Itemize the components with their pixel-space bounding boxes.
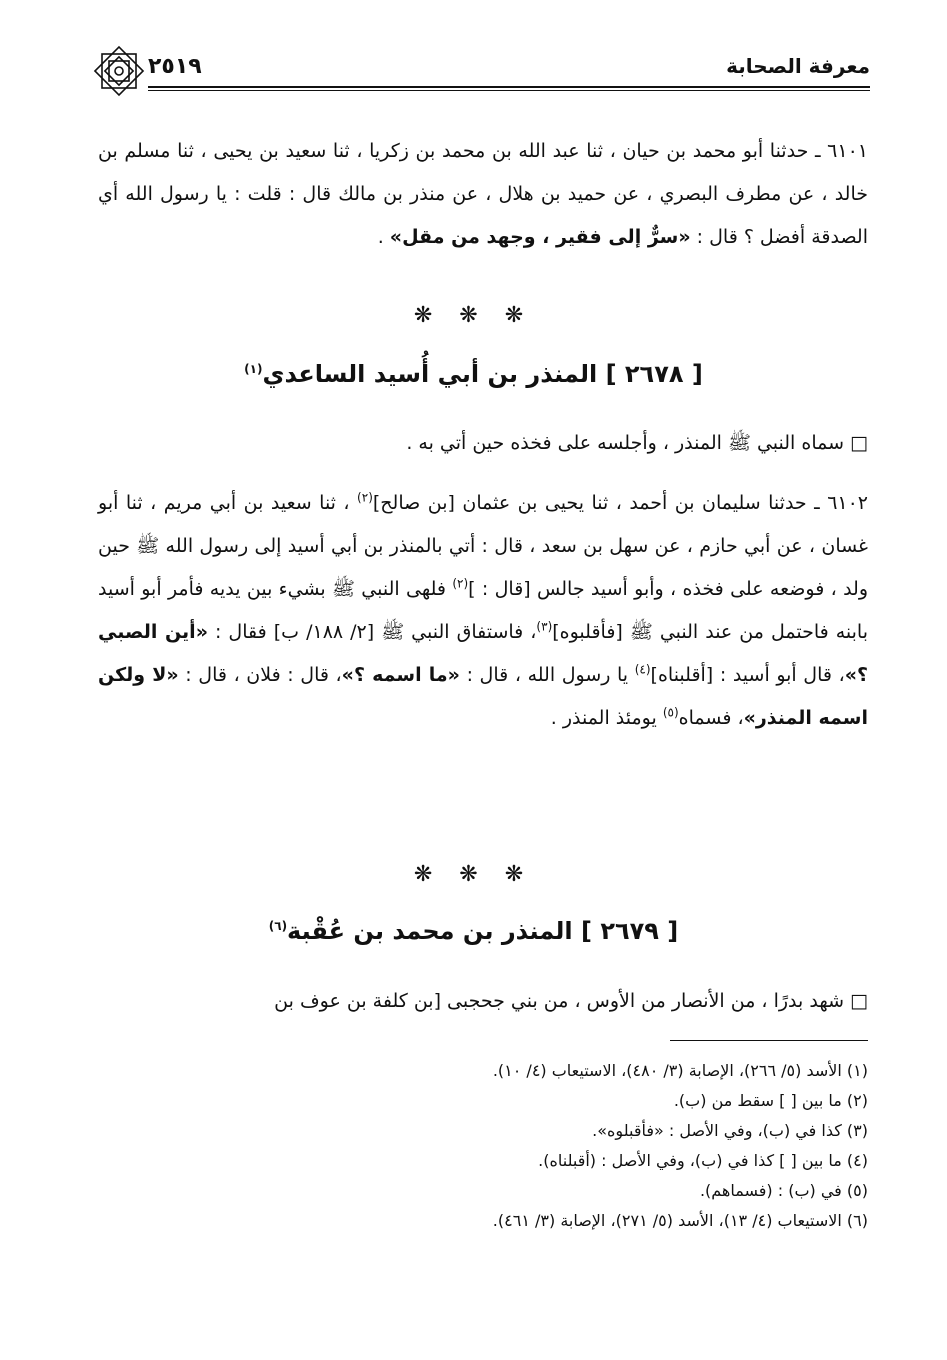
hadith-part: ، ثنا سعيد بن أبي مريم ، ثنا أبو غسان ، عن أبي حازم ، عن سهل بن سعد ، قال : أتي بالمنذر بن أبي أسيد إلى رسول الله ﷺ حين ولد ، فوضعه على فخذه ، وأبو أسيد جالس [قال : ]: [98, 492, 869, 600]
footnote-rule: [670, 1040, 868, 1041]
prophetic-quote: «لا ولكن اسمه المنذر»: [98, 664, 868, 729]
prophetic-quote: «أين الصبي ؟»: [98, 621, 868, 686]
footnote-ref: (١): [244, 362, 263, 376]
hadith-part: فلهى النبي ﷺ بشيء بين يديه فأمر أبو أسيد بابنه فاحتمل من عند النبي ﷺ [فأقلبوه]: [98, 578, 868, 643]
footnote-item: (١) الأسد (٥/ ٢٦٦)، الإصابة (٣/ ٤٨٠)، الاستيعاب (٤/ ١٠).: [492, 1061, 868, 1080]
hadith-6102: [98, 482, 868, 740]
footnote-item: (٢) ما بين [ ] سقط من (ب).: [673, 1091, 868, 1110]
section-separator: ❋ ❋ ❋: [413, 862, 534, 887]
footnote-item: (٤) ما بين [ ] كذا في (ب)، وفي الأصل : (أقبلناه).: [538, 1151, 868, 1170]
hadith-6101: [98, 130, 868, 259]
hadith-part: ، فاستفاق النبي ﷺ [٢/ ١٨٨/ ب] فقال :: [215, 621, 537, 643]
hadith-part: ، قال : فلان ، قال :: [185, 664, 342, 686]
entry-title: [ ٢٦٧٨ ] المنذر بن أبي أُسيد الساعدي: [262, 360, 703, 388]
hadith-part: يومئذ المنذر .: [550, 707, 663, 729]
hadith-part: ٦١٠٢ ـ حدثنا سليمان بن أحمد ، ثنا يحيى بن عثمان [بن صالح]: [372, 492, 869, 514]
hadith-end: .: [377, 226, 390, 248]
star-ornament-icon: [90, 42, 148, 100]
hadith-text: ٦١٠١ ـ حدثنا أبو محمد بن حيان ، ثنا عبد الله بن محمد بن زكريا ، ثنا سعيد بن يحيى ، ثنا مسلم بن خالد ، عن مطرف البصري ، عن حميد بن هلال ، عن منذر بن مالك قال : قلت : يا رسول الله أي الصدقة أفضل ؟ قال :: [98, 140, 868, 248]
hadith-part: يا رسول الله ، قال :: [466, 664, 635, 686]
footnote-item: (٦) الاستيعاب (٤/ ١٣)، الأسد (٥/ ٢٧١)، الإصابة (٣/ ٤٦١).: [492, 1211, 868, 1230]
hadith-part: ، فسماه: [678, 707, 744, 729]
footnote-ref: (٢): [452, 576, 469, 591]
hadith-part: ، قال أبو أسيد : [أقلبناه]: [650, 664, 845, 686]
prophetic-quote: «ما اسمه ؟»: [341, 664, 460, 686]
entry-title: [ ٢٦٧٩ ] المنذر بن محمد بن عُقْبة: [287, 917, 679, 945]
section-separator: ❋ ❋ ❋: [413, 303, 534, 328]
footnote-ref: (٢): [357, 490, 373, 505]
footnote-item: (٣) كذا في (ب)، وفي الأصل : «فأقبلوه».: [592, 1121, 868, 1140]
header-rule-thin: [148, 90, 870, 91]
book-title: معرفة الصحابة: [726, 54, 870, 78]
entry-intro-2678: □ سماه النبي ﷺ المنذر ، وأجلسه على فخذه حين أتي به .: [406, 432, 868, 454]
footnote-ref: (٤): [634, 662, 651, 677]
page-number: ٢٥١٩: [148, 54, 202, 79]
header-rule: [148, 86, 870, 88]
page-header: [90, 42, 870, 102]
footnotes: [98, 1056, 868, 1236]
footnote-ref: (٦): [268, 919, 288, 933]
footnote-item: (٥) في (ب) : (فسماهم).: [699, 1181, 868, 1200]
footnote-ref: (٥): [662, 705, 679, 720]
footnote-ref: (٣): [536, 619, 553, 634]
entry-intro-2679: □ شهد بدرًا ، من الأنصار من الأوس ، من بني جحجبى [بن كلفة بن عوف بن: [274, 990, 868, 1012]
entry-heading-2678: [0, 360, 947, 388]
prophetic-quote: «سرٌّ إلى فقير ، وجهد من مقل»: [389, 226, 691, 248]
entry-heading-2679: [0, 917, 947, 945]
